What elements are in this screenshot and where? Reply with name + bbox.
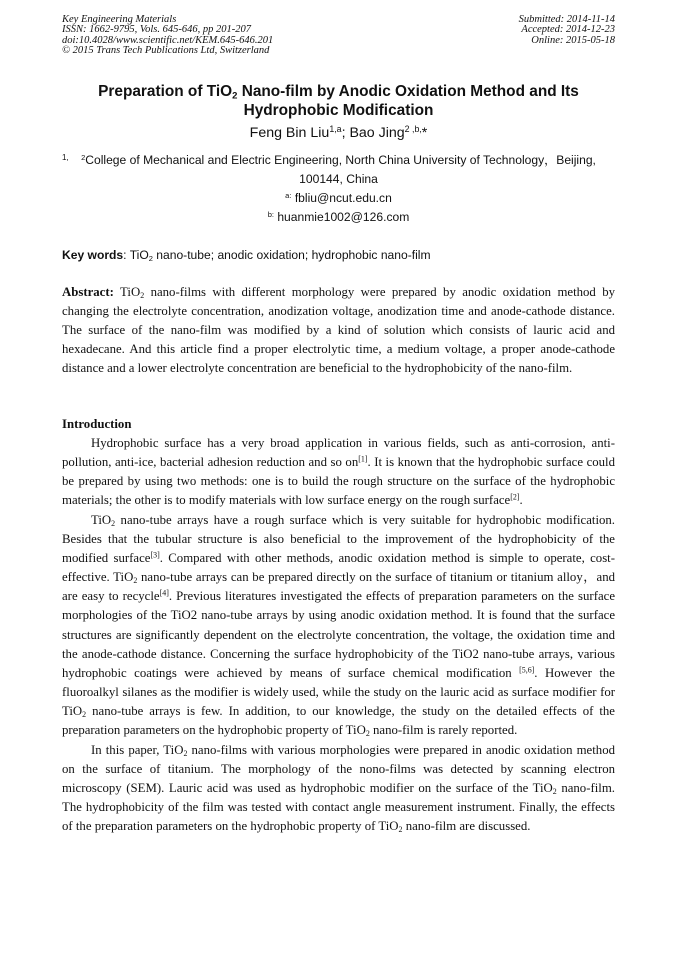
affiliation-line-2: 100144, China [299, 172, 378, 186]
abstract: Abstract: TiO$_2$ nano-films with different morphology were prepared by anodic oxidation method by changing the electrolyte concentration, anodization voltage, anodization time and anode-cathode distance. The surface of the nano-film was modified by a kind of solution which consists of lauric acid and hexadecane. And this article find a proper electrolytic time, a medium voltage, a proper anode-cathode distance and a lower electrolyte concentration are beneficial to the hydrophobicity of the nano-film. [62, 285, 616, 376]
citation[interactable]: [1] [358, 454, 368, 464]
citation[interactable]: [5,6] [519, 665, 535, 675]
accepted-date: Accepted: 2014-12-23 [521, 24, 615, 36]
paper-title [62, 82, 615, 120]
affiliation-line-1: $^2$College of Mechanical and Electric Engineering, North China University of Technology，Beijing, [81, 152, 596, 167]
citation[interactable]: [4] [159, 588, 169, 598]
online-date: Online: 2015-05-18 [531, 34, 615, 46]
intro-paragraph-3: In this paper, TiO$_2$ nano-films with various morphologies were prepared in anodic oxidation method on the surface of titanium. The morphology of the nono-films was detected by scanning electron microscopy (SEM). Lauric acid was used as hydrophobic modifier on the surface of the TiO$_2$ nano-film. The hydrophobicity of the film was tested with contact angle measurement instrument. Finally, the effects of the preparation parameters on the hydrophobic property of TiO$_2$ nano-film are discussed. [62, 742, 615, 835]
journal-header [62, 15, 273, 57]
intro-paragraph-2: TiO$_2$ nano-tube arrays have a rough surface which is very suitable for hydrophobic modification. Besides that the tubular structure is also beneficial to the improvement of the hydrophobicity of the modified surface[3]. Compared with other methods, anodic oxidation method is simple to operate, cost-effective. TiO$_2$ nano-tube arrays can be prepared directly on the surface of titanium or titanium alloy，and are easy to recycle[4]. Previous literatures investigated the effects of preparation parameters on the surface morphologies of the TiO2 nano-tube arrays by using anodic oxidation method. It is found that the surface structures are significantly dependent on the electrolyte concentration, the voltage, the oxidation time and the anode-cathode distance. Concerning the surface hydrophobicity of the TiO2 nano-tube arrays, various hydrophobic coatings were achieved by means of surface chemical modification [5,6]. However the fluoroalkyl silanes as the modifier is widely used, while the study on the lauric acid as surface modifier for TiO$_2$ nano-tube arrays is few. In addition, to our knowledge, the study on the detailed effects of the preparation parameters on the hydrophobic property of TiO$_2$ nano-film is rarely reported. [62, 512, 615, 739]
journal-issn: ISSN: 1662-9795, Vols. 645-646, pp 201-207 [62, 24, 251, 36]
journal-copyright: © 2015 Trans Tech Publications Ltd, Switzerland [62, 45, 270, 57]
intro-paragraph-1: Hydrophobic surface has a very broad application in various fields, such as anti-corrosion, anti-pollution, anti-ice, bacterial adhesion reduction and so on[1]. It is known that the hydrophobic surface could be prepared by using two methods: one is to build the rough structure on the surface of the hydrophobic materials; the other is to modify materials with low surface energy on the rough surface[2]. [62, 436, 615, 508]
journal-name: Key Engineering Materials [62, 14, 177, 25]
submitted-date: Submitted: 2014-11-14 [518, 14, 615, 25]
affiliation [62, 151, 615, 189]
keywords-label: Key words [62, 248, 124, 262]
email-b-address[interactable]: huanmie1002@126.com [277, 210, 410, 224]
author-2: Bao Jing [349, 125, 405, 141]
dates-header [519, 15, 615, 46]
journal-doi: doi:10.4028/www.scientific.net/KEM.645-646.201 [62, 34, 274, 46]
email-b: $^{b:}$ huanmie1002@126.com [267, 209, 410, 224]
citation[interactable]: [2] [510, 493, 520, 503]
corresponding-star: * [421, 125, 428, 141]
affiliation-marker: 1, [62, 153, 69, 162]
author-1: Feng Bin Liu [249, 125, 330, 141]
keywords: Key words: TiO$_2$ nano-tube; anodic oxidation; hydrophobic nano-film [62, 248, 431, 263]
author-list: Feng Bin Liu$^{1,a}$; Bao Jing$^{2 ,b,}$* [249, 124, 428, 141]
citation[interactable]: [3] [150, 550, 160, 560]
abstract-label: Abstract: [62, 285, 114, 299]
introduction-body [62, 434, 615, 836]
email-a: $^{a:}$ fbliu@ncut.edu.cn [285, 190, 392, 205]
title-line-2: Hydrophobic Modification [243, 102, 434, 119]
title-line-1: Preparation of TiO$_2$ Nano-film by Anodic Oxidation Method and Its [98, 83, 579, 102]
email-a-address[interactable]: fbliu@ncut.edu.cn [294, 191, 392, 205]
section-heading-introduction: Introduction [62, 417, 132, 431]
